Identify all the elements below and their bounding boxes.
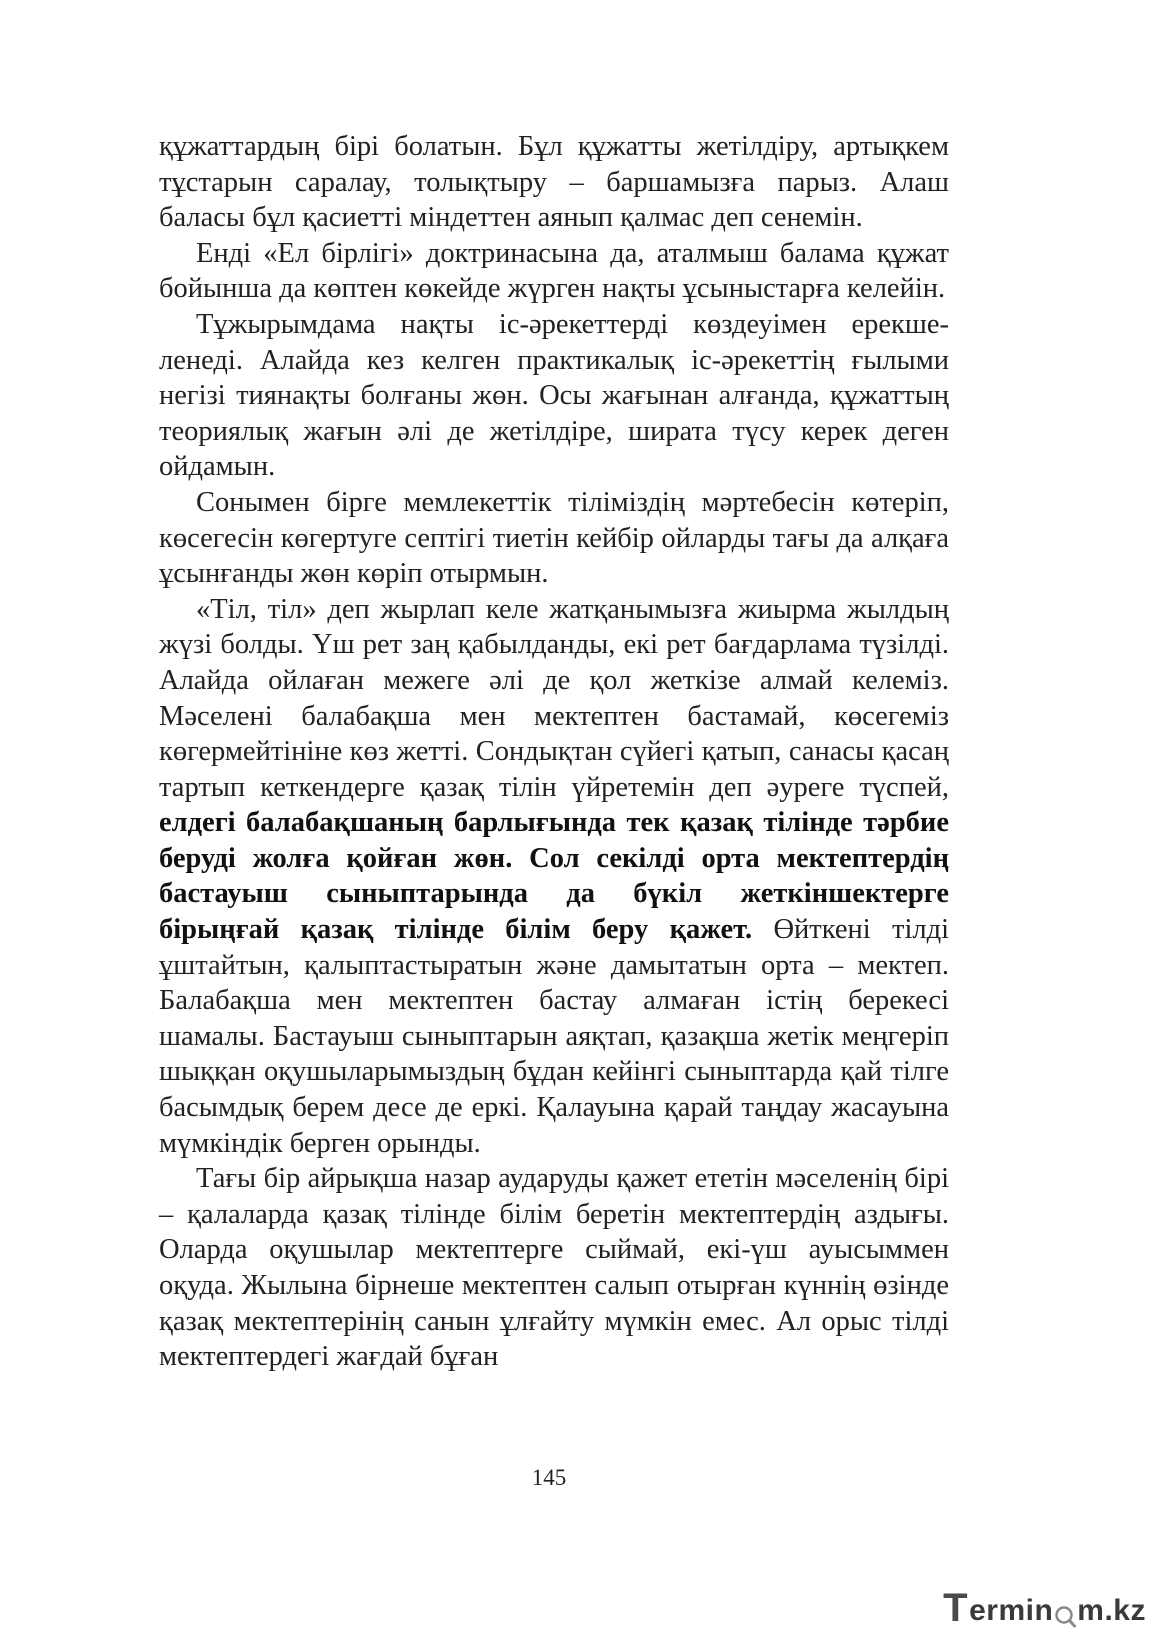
watermark-initial: T bbox=[943, 1586, 969, 1630]
text-segment: Сонымен бірге мемлекеттік тіліміздің мәртебесін көтеріп, көсегесін көгертуге септігі тиетін кейбір ойларды тағы да алқаға ұсынғанды жөн көріп отырмын. bbox=[159, 486, 949, 590]
magnifier-o-icon bbox=[1054, 1598, 1076, 1628]
page-number: 145 bbox=[531, 1465, 567, 1490]
text-segment: құжаттардың бірі болатын. Бұл құжатты жетілдіру, артықкем тұстарын саралау, толықтыру – баршамызға парыз. Алаш баласы бұл қасиетті міндеттен аянып қалмас деп сенемін. bbox=[159, 131, 949, 234]
watermark-text-part1: ermin bbox=[969, 1594, 1054, 1627]
watermark-text-part2: m.kz bbox=[1077, 1594, 1146, 1627]
text-segment: Тұжырымдама нақты іс-әрекеттерді көздеуімен ерекшеленеді. Алайда кез келген практикалық іс-әрекеттің ғылыми негізі тиянақты болғаны жөн. Осы жағынан алғанда, құжаттың теориялық жағын әлі де жетілдіре, ширата түсу керек деген ойдамын. bbox=[159, 308, 949, 483]
paragraph bbox=[159, 1161, 949, 1375]
termincom-watermark-logo bbox=[943, 1584, 1146, 1628]
paragraph bbox=[159, 236, 949, 307]
text-segment: Өйткені тілді ұштайтын, қалыптастыратын және дамытатын орта – мектеп. Балабақша мен мектептен бастау алмаған істің берекесі шамалы. Бастауыш сыныптарын аяқтап, қазақша жетік меңгеріп шыққан оқушыларымыздың бұдан кейінгі сыныптарда қай тілге басымдық берем десе де еркі. Қалауына қарай таңдау жасауына мүмкіндік берген орынды. bbox=[159, 914, 949, 1159]
paragraph bbox=[159, 485, 949, 592]
text-segment: Енді «Ел бірлігі» доктринасына да, аталмыш балама құжат бойынша да көптен көкейде жүрген нақты ұсыныстарға келейін. bbox=[159, 237, 949, 305]
paragraph bbox=[159, 307, 949, 485]
paragraph bbox=[159, 592, 949, 1162]
bold-text-segment: елдегі балабақшаның барлығында тек қазақ тілінде тәрбие беруді жолға қойған жөн. Сол секілді орта мектептердің бастауыш сыныптарында да бүкіл жеткіншектерге бірыңғай қазақ тілінде білім беру қажет. bbox=[159, 807, 949, 946]
text-segment: Тағы бір айрықша назар аударуды қажет ететін мәселенің бірі – қалаларда қазақ тілінде білім беретін мектептердің аздығы. Оларда оқушылар мектептерге сыймай, екі-үш ауысыммен оқуда. Жылына бірнеше мектептен салып отырған күннің өзінде қазақ мектептерінің санын ұлғайту мүмкін емес. Ал орыс тілді мектептердегі жағдай бұған bbox=[159, 1163, 949, 1373]
text-segment: «Тіл, тіл» деп жырлап келе жатқанымызға жиырма жылдың жүзі болды. Үш рет заң қабылданды, екі рет бағдарлама түзілді. Алайда ойлаған межеге әлі де қол жеткізе алмай келеміз. Мәселені балабақша мен мектептен бастамай, көсегеміз көгермейтініне көз жетті. Сондықтан сүйегі қатып, санасы қасаң тартып кеткендерге қазақ тілін үйретемін деп әуреге түспей, bbox=[159, 593, 949, 803]
paragraph bbox=[159, 129, 949, 236]
page-body-text bbox=[159, 129, 949, 1375]
